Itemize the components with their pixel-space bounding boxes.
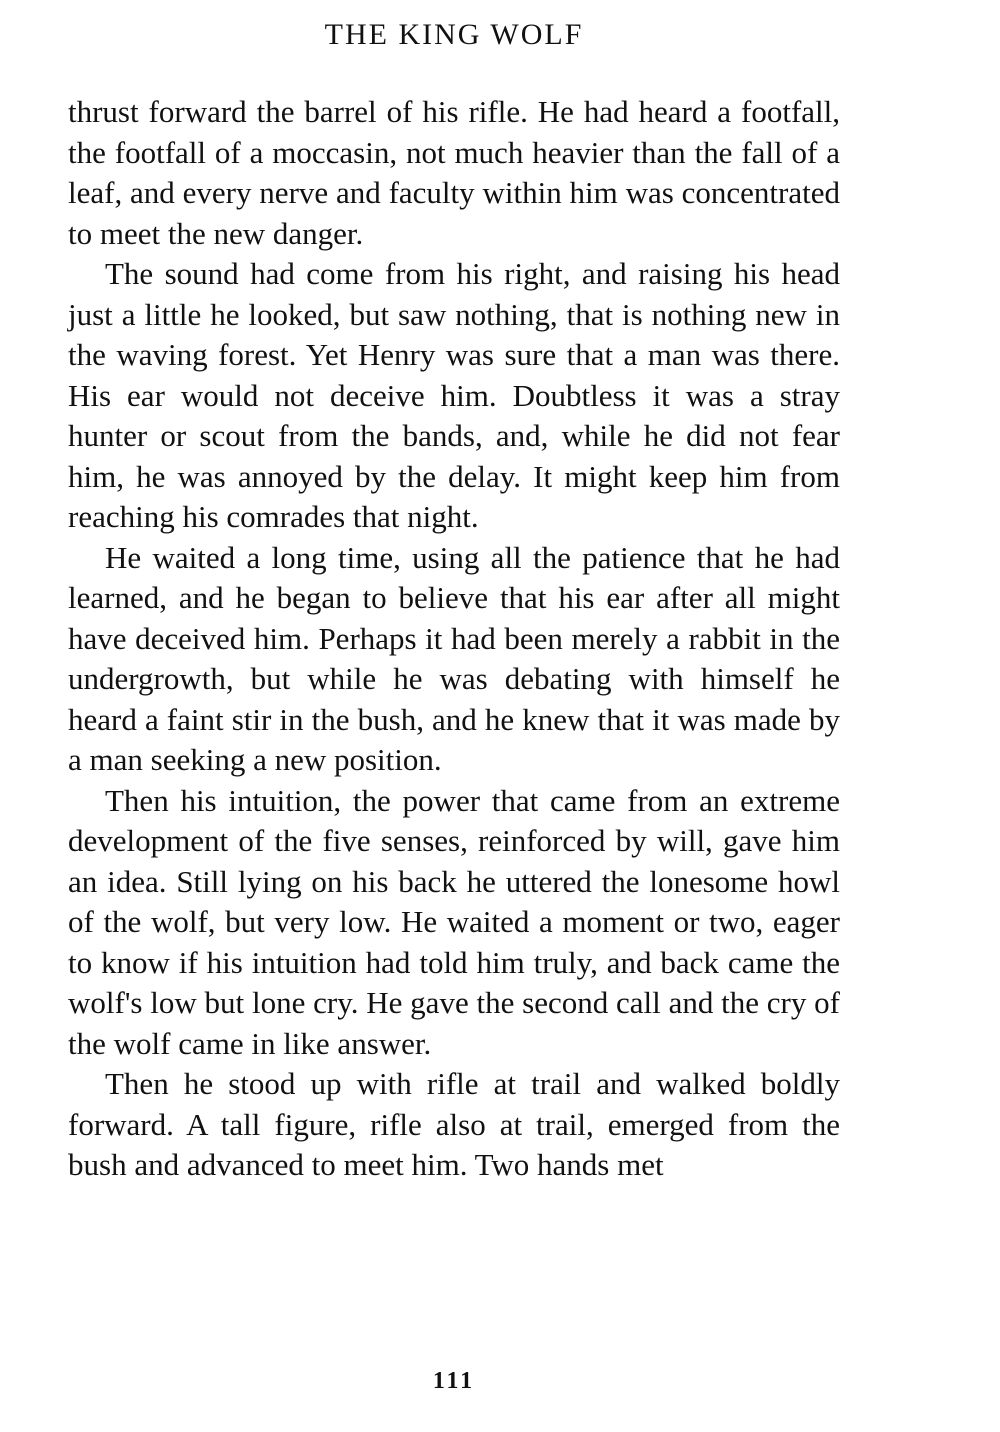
- paragraph: Then he stood up with rifle at trail and walked boldly forward. A tall figure, rifle also at trail, emerged from the bush and advanced to meet him. Two hands met: [68, 1066, 840, 1182]
- paragraph: The sound had come from his right, and raising his head just a little he looked, but saw nothing, that is nothing new in the waving forest. Yet Henry was sure that a man was there. His ear would not deceive him. Doubtless it was a stray hunter or scout from the bands, and, while he did not fear him, he was annoyed by the delay. It might keep him from reaching his comrades that night.: [68, 256, 840, 534]
- body-text: [68, 92, 840, 1186]
- paragraph: He waited a long time, using all the patience that he had learned, and he began to believe that his ear after all might have deceived him. Perhaps it had been merely a rabbit in the undergrowth, but while he was debating with himself he heard a faint stir in the bush, and he knew that it was made by a man seeking a new position.: [68, 539, 840, 777]
- paragraph: Then his intuition, the power that came from an extreme development of the five senses, reinforced by will, gave him an idea. Still lying on his back he uttered the lonesome howl of the wolf, but very low. He waited a moment or two, eager to know if his intuition had told him truly, and back came the wolf's low but lone cry. He gave the second call and the cry of the wolf came in like answer.: [68, 782, 840, 1061]
- paragraph: thrust forward the barrel of his rifle. He had heard a footfall, the footfall of a moccasin, not much heavier than the fall of a leaf, and every nerve and faculty within him was concentrated to meet the new danger.: [68, 94, 840, 251]
- running-head: THE KING WOLF: [324, 18, 584, 51]
- page-number: 111: [432, 1368, 476, 1394]
- book-page: [68, 18, 840, 1414]
